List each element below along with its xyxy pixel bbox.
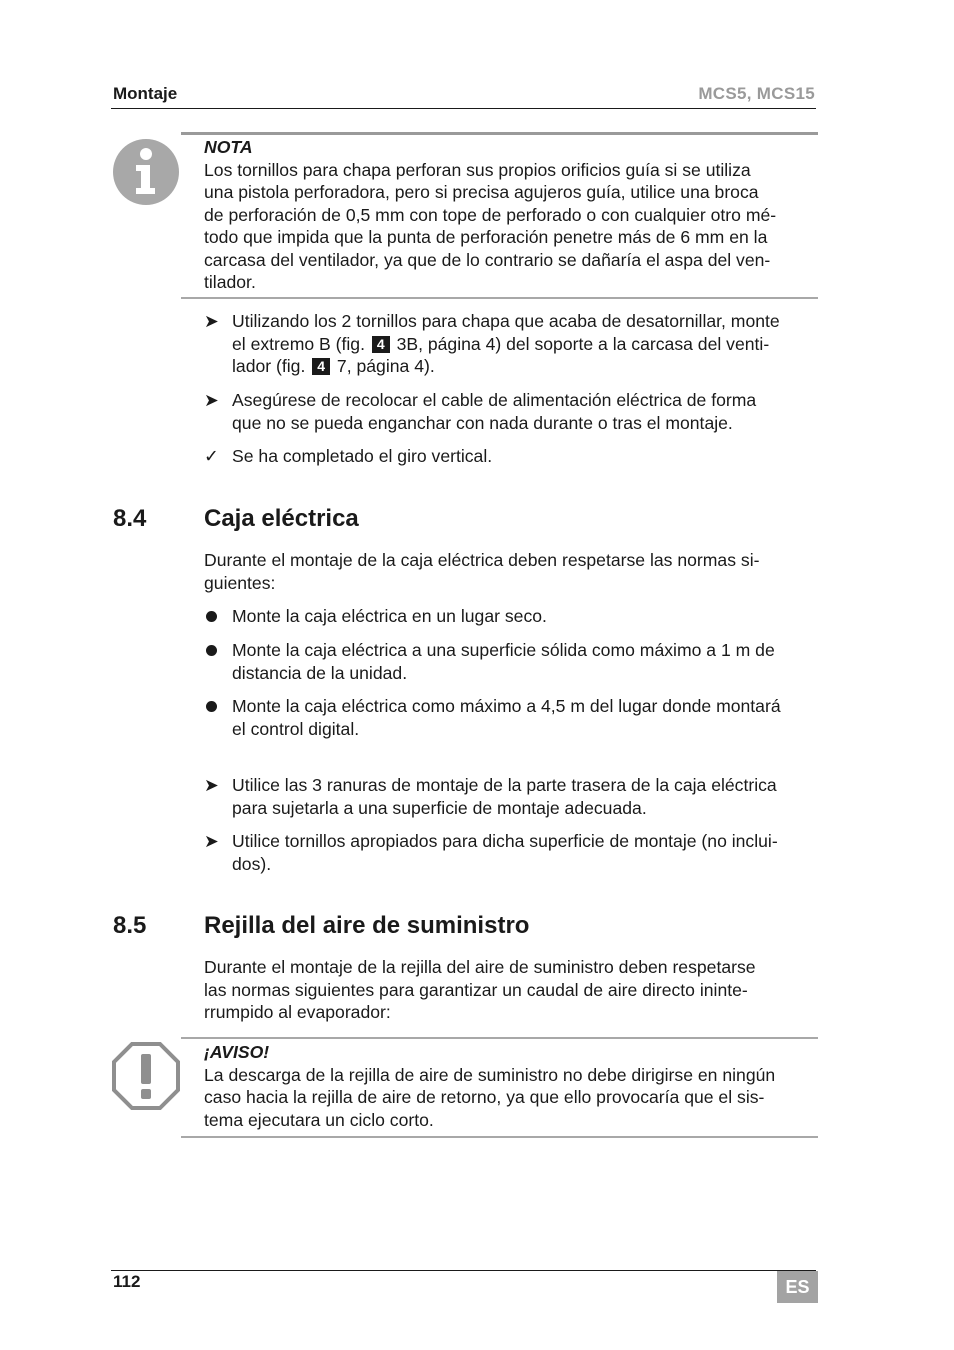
result-item [204,445,820,468]
section-number: 8.4 [113,505,147,532]
language-badge: ES [777,1271,818,1303]
step-line: el extremo B (fig. 4 3B, página 4) del soporte a la carcasa del venti- [232,333,770,354]
step-item: ➤ Utilice tornillos apropiados para dicha superficie de montaje (no inclui- dos). [204,831,778,874]
note-content [204,136,820,294]
figure-ref-badge: 4 [312,358,330,375]
bullet-icon [206,645,217,656]
warning-bottom-rule [181,1136,818,1138]
arrow-icon: ➤ [204,775,219,795]
note-line: Los tornillos para chapa perforan sus propios orificios guía si se utiliza [204,159,751,180]
step-item: ➤ Utilice las 3 ranuras de montaje de la parte trasera de la caja eléctrica para sujetarla a una superficie de montaje adecuada. [204,775,777,818]
header-divider [111,108,816,109]
step-line: lador (fig. 4 7, página 4). [232,356,435,376]
section-intro: Durante el montaje de la caja eléctrica deben respetarse las normas si- guientes: [204,550,760,593]
warning-content: ¡AVISO! La descarga de la rejilla de aire de suministro no debe dirigirse en ningún caso hacia la rejilla de aire de retorno, ya que ello provocaría que el sis- tema ejecutara un ciclo corto. [204,1041,820,1131]
footer-divider [111,1270,816,1271]
note-title: NOTA [204,137,253,157]
arrow-icon: ➤ [204,390,219,410]
section-intro: Durante el montaje de la rejilla del aire de suministro deben respetarse las normas siguientes para garantizar un caudal de aire directo ininte- rrumpido al evaporador: [204,957,756,1022]
note-top-rule [181,132,818,135]
step-line: que no se pueda enganchar con nada durante o tras el montaje. [232,412,733,433]
note-line: carcasa del ventilador, ya que de lo contrario se dañaría el aspa del ven- [204,249,771,270]
step-line: Asegúrese de recolocar el cable de alimentación eléctrica de forma [232,390,757,410]
bullet-item: Monte la caja eléctrica como máximo a 4,5 m del lugar donde montará el control digital. [204,695,820,740]
note-line: tilador. [204,272,256,292]
page-number: 112 [113,1272,141,1291]
arrow-icon: ➤ [204,831,219,851]
note-line: todo que impida que la punta de perforación penetre más de 6 mm en la [204,227,768,247]
note-bottom-rule [181,297,818,299]
section-title: Rejilla del aire de suministro [204,912,530,939]
section-title: Caja eléctrica [204,505,359,532]
warning-title: ¡AVISO! [204,1042,270,1062]
note-line: una pistola perforadora, pero si precisa agujeros guía, utilice una broca [204,182,759,202]
step-item [204,389,820,434]
header-model: MCS5, MCS15 [698,84,815,103]
step-line: Utilizando los 2 tornillos para chapa que acaba de desatornillar, monte [232,311,780,331]
result-text: Se ha completado el giro vertical. [232,446,493,466]
info-icon [112,138,180,211]
bullet-item: Monte la caja eléctrica a una superficie sólida como máximo a 1 m de distancia de la unidad. [204,639,820,684]
header-section-title: Montaje [113,84,178,103]
figure-ref-badge: 4 [372,336,390,353]
section-number: 8.5 [113,912,147,939]
bullet-item: Monte la caja eléctrica en un lugar seco. [204,605,820,628]
warning-icon [112,1042,180,1115]
checkmark-icon: ✓ [204,446,219,466]
warning-top-rule [181,1037,818,1039]
bullet-icon [206,701,217,712]
note-line: de perforación de 0,5 mm con tope de perforado o con cualquier otro mé- [204,204,777,225]
arrow-icon: ➤ [204,311,219,331]
bullet-icon [206,611,217,622]
step-item [204,310,820,378]
